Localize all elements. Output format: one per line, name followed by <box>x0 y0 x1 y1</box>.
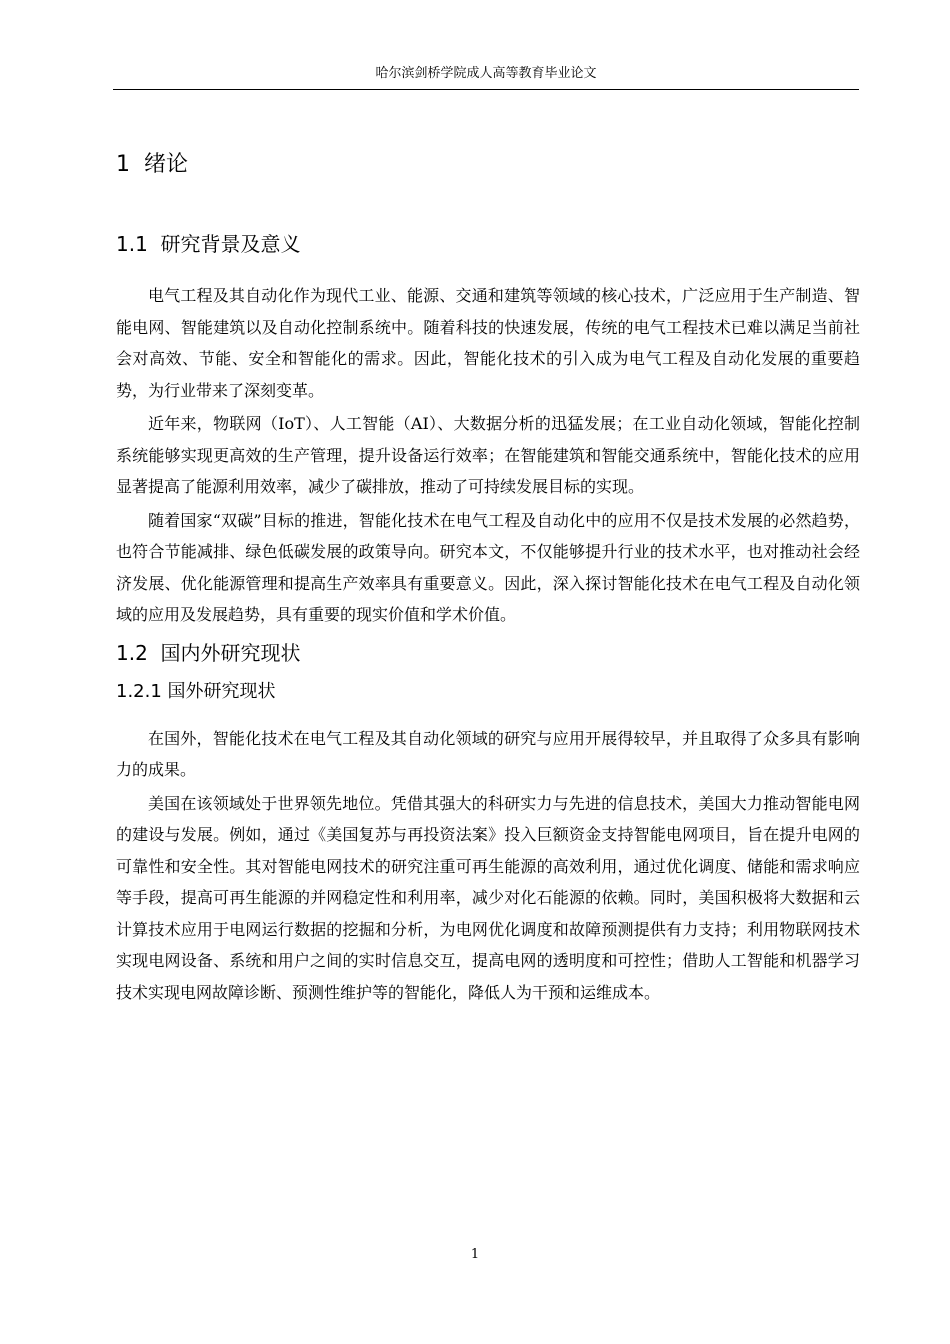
paragraph: 美国在该领域处于世界领先地位。凭借其强大的科研实力与先进的信息技术，美国大力推动智能电网的建设与发展。例如，通过《美国复苏与再投资法案》投入巨额资金支持智能电网项目，旨在提升电网的可靠性和安全性。其对智能电网技术的研究注重可再生能源的高效利用，通过优化调度、储能和需求响应等手段，提高可再生能源的并网稳定性和利用率，减少对化石能源的依赖。同时，美国积极将大数据和云计算技术应用于电网运行数据的挖掘和分析，为电网优化调度和故障预测提供有力支持；利用物联网技术实现电网设备、系统和用户之间的实时信息交互，提高电网的透明度和可控性；借助人工智能和机器学习技术实现电网故障诊断、预测性维护等的智能化，降低人为干预和运维成本。 <box>116 793 860 1002</box>
section-title: 国内外研究现状 <box>160 640 301 665</box>
chapter-number: 1 <box>116 152 130 177</box>
page-header <box>113 64 859 90</box>
paragraph: 近年来，物联网（IoT）、人工智能（AI）、大数据分析的迅猛发展；在工业自动化领域，智能化控制系统能够实现更高效的生产管理，提升设备运行效率；在智能建筑和智能交通系统中，智能化技术的应用显著提高了能源利用效率，减少了碳排放，推动了可持续发展目标的实现。 <box>116 414 860 496</box>
subsection-number: 1.2.1 <box>116 680 162 702</box>
paragraph: 随着国家“双碳”目标的推进，智能化技术在电气工程及自动化中的应用不仅是技术发展的必然趋势，也符合节能减排、绿色低碳发展的政策导向。研究本文，不仅能够提升行业的技术水平，也对推动社会经济发展、优化能源管理和提高生产效率具有重要意义。因此，深入探讨智能化技术在电气工程及自动化领域的应用及发展趋势，具有重要的现实价值和学术价值。 <box>116 510 860 624</box>
header-title: 哈尔滨剑桥学院成人高等教育毕业论文 <box>375 66 597 81</box>
document-body <box>116 140 860 1008</box>
subsection-heading-1-2-1 <box>116 679 860 705</box>
section-number: 1.2 <box>116 640 148 665</box>
paragraph: 在国外，智能化技术在电气工程及其自动化领域的研究与应用开展得较早，并且取得了众多具有影响力的成果。 <box>116 728 860 779</box>
section-heading-1-1 <box>116 230 860 258</box>
chapter-title: 绪论 <box>144 152 189 177</box>
paragraph: 电气工程及其自动化作为现代工业、能源、交通和建筑等领域的核心技术，广泛应用于生产制造、智能电网、智能建筑以及自动化控制系统中。随着科技的快速发展，传统的电气工程技术已难以满足当前社会对高效、节能、安全和智能化的需求。因此，智能化技术的引入成为电气工程及自动化发展的重要趋势，为行业带来了深刻变革。 <box>116 286 860 400</box>
section-heading-1-2 <box>116 639 860 667</box>
chapter-heading <box>116 150 860 180</box>
subsection-title: 国外研究现状 <box>167 680 276 702</box>
page-number: 1 <box>470 1247 480 1262</box>
section-title: 研究背景及意义 <box>160 232 301 256</box>
section-number: 1.1 <box>116 232 148 256</box>
